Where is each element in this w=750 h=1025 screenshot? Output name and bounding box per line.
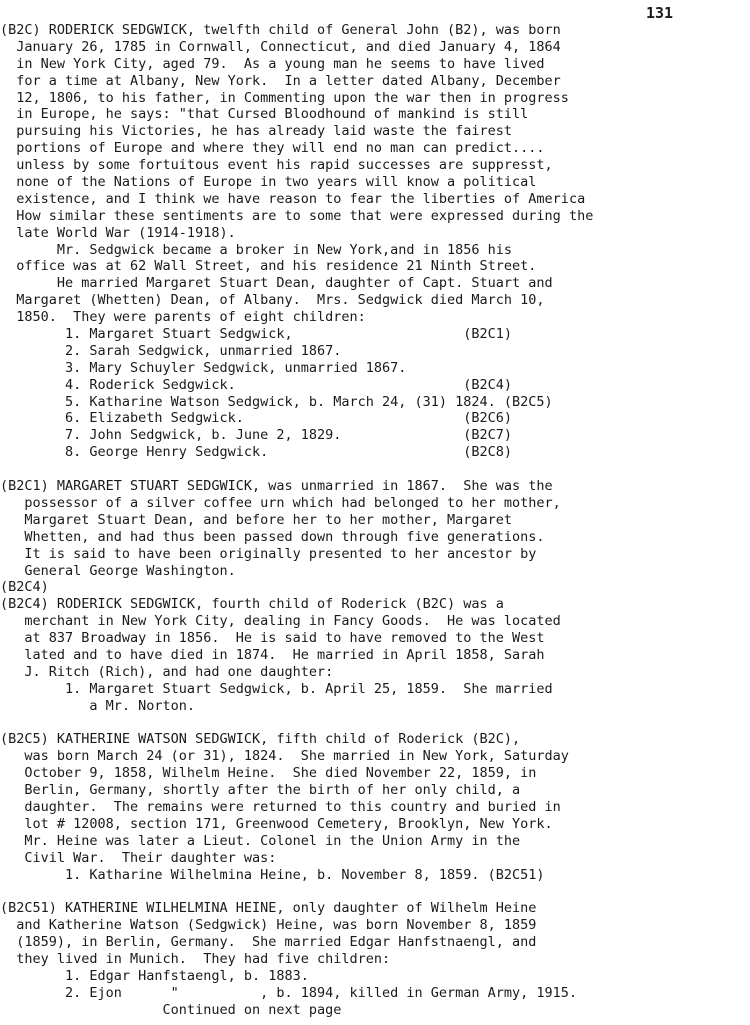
text-line: 2. Sarah Sedgwick, unmarried 1867. xyxy=(0,342,342,359)
text-line: Continued on next page xyxy=(0,1001,342,1018)
text-line: J. Ritch (Rich), and had one daughter: xyxy=(0,663,334,680)
text-line: 1. Katharine Wilhelmina Heine, b. November 8, 1859. (B2C51) xyxy=(0,866,545,883)
text-line: late World War (1914-1918). xyxy=(0,224,236,241)
text-line: How similar these sentiments are to some that were expressed during the xyxy=(0,207,594,224)
text-line: Whetten, and had thus been passed down through five generations. xyxy=(0,528,545,545)
text-line: and Katherine Watson (Sedgwick) Heine, was born November 8, 1859 xyxy=(0,917,537,934)
text-line: Margaret (Whetten) Dean, of Albany. Mrs. Sedgwick died March 10, xyxy=(0,292,545,309)
text-line: daughter. The remains were returned to this country and buried in xyxy=(0,798,561,815)
text-line: October 9, 1858, Wilhelm Heine. She died November 22, 1859, in xyxy=(0,765,537,782)
text-line: merchant in New York City, dealing in Fancy Goods. He was located xyxy=(0,613,561,630)
text-line: 1. Margaret Stuart Sedgwick, b. April 25, 1859. She married xyxy=(0,680,553,697)
text-line: January 26, 1785 in Cornwall, Connecticut, and died January 4, 1864 xyxy=(0,38,561,55)
text-line: possessor of a silver coffee urn which had belonged to her mother, xyxy=(0,494,561,511)
text-line: at 837 Broadway in 1856. He is said to have removed to the West xyxy=(0,630,545,647)
text-line: unless by some fortuitous event his rapid successes are suppresst, xyxy=(0,157,553,174)
text-line: in New York City, aged 79. As a young man he seems to have lived xyxy=(0,55,545,72)
text-line: 6. Elizabeth Sedgwick. (B2C6) xyxy=(0,410,513,427)
text-line: 1. Margaret Stuart Sedgwick, (B2C1) xyxy=(0,326,513,343)
text-line: in Europe, he says: "that Cursed Bloodhound of mankind is still xyxy=(0,106,529,123)
text-line: (B2C4) RODERICK SEDGWICK, fourth child of Roderick (B2C) was a xyxy=(0,596,504,613)
text-line: 8. George Henry Sedgwick. (B2C8) xyxy=(0,444,513,461)
text-line: 2. Ejon " , b. 1894, killed in German Army, 1915. xyxy=(0,984,578,1001)
text-line: existence, and I think we have reason to fear the liberties of America xyxy=(0,190,586,207)
text-line: lated and to have died in 1874. He married in April 1858, Sarah xyxy=(0,646,545,663)
text-line xyxy=(0,461,750,478)
text-line: (B2C1) MARGARET STUART SEDGWICK, was unmarried in 1867. She was the xyxy=(0,478,553,495)
text-line: 4. Roderick Sedgwick. (B2C4) xyxy=(0,376,513,393)
text-line: none of the Nations of Europe in two years will know a political xyxy=(0,174,537,191)
page-number: 131 xyxy=(646,4,674,22)
text-line xyxy=(0,715,750,732)
text-line: (B2C4) xyxy=(0,579,49,596)
text-line: office was at 62 Wall Street, and his residence 21 Ninth Street. xyxy=(0,258,537,275)
text-line: 3. Mary Schuyler Sedgwick, unmarried 1867. xyxy=(0,359,407,376)
text-line: Berlin, Germany, shortly after the birth of her only child, a xyxy=(0,782,521,799)
text-line: General George Washington. xyxy=(0,562,236,579)
text-line: 12, 1806, to his father, in Commenting upon the war then in progress xyxy=(0,89,569,106)
text-line: (B2C) RODERICK SEDGWICK, twelfth child of General John (B2), was born xyxy=(0,22,561,38)
text-line: lot # 12008, section 171, Greenwood Cemetery, Brooklyn, New York. xyxy=(0,815,553,832)
text-line: (1859), in Berlin, Germany. She married Edgar Hanfstnaengl, and xyxy=(0,934,537,951)
text-line: 1. Edgar Hanfstaengl, b. 1883. xyxy=(0,967,309,984)
text-line xyxy=(0,883,750,900)
text-line: for a time at Albany, New York. In a letter dated Albany, December xyxy=(0,72,561,89)
text-line: was born March 24 (or 31), 1824. She married in New York, Saturday xyxy=(0,748,569,765)
text-line: they lived in Munich. They had five children: xyxy=(0,950,391,967)
text-line: 7. John Sedgwick, b. June 2, 1829. (B2C7) xyxy=(0,427,513,444)
document-body xyxy=(0,22,750,1019)
text-line: a Mr. Norton. xyxy=(0,697,196,714)
text-line: Civil War. Their daughter was: xyxy=(0,849,277,866)
text-line: 5. Katharine Watson Sedgwick, b. March 24, (31) 1824. (B2C5) xyxy=(0,393,553,410)
text-line: pursuing his Victories, he has already laid waste the fairest xyxy=(0,123,513,140)
text-line: Mr. Heine was later a Lieut. Colonel in the Union Army in the xyxy=(0,832,521,849)
text-line: (B2C5) KATHERINE WATSON SEDGWICK, fifth child of Roderick (B2C), xyxy=(0,731,521,748)
text-line: He married Margaret Stuart Dean, daughter of Capt. Stuart and xyxy=(0,275,553,292)
text-line: It is said to have been originally presented to her ancestor by xyxy=(0,545,537,562)
text-line: portions of Europe and where they will end no man can predict.... xyxy=(0,140,545,157)
text-line: Margaret Stuart Dean, and before her to her mother, Margaret xyxy=(0,511,513,528)
text-line: Mr. Sedgwick became a broker in New York,and in 1856 his xyxy=(0,241,513,258)
text-line: 1850. They were parents of eight children: xyxy=(0,309,366,326)
text-line: (B2C51) KATHERINE WILHELMINA HEINE, only daughter of Wilhelm Heine xyxy=(0,900,537,917)
